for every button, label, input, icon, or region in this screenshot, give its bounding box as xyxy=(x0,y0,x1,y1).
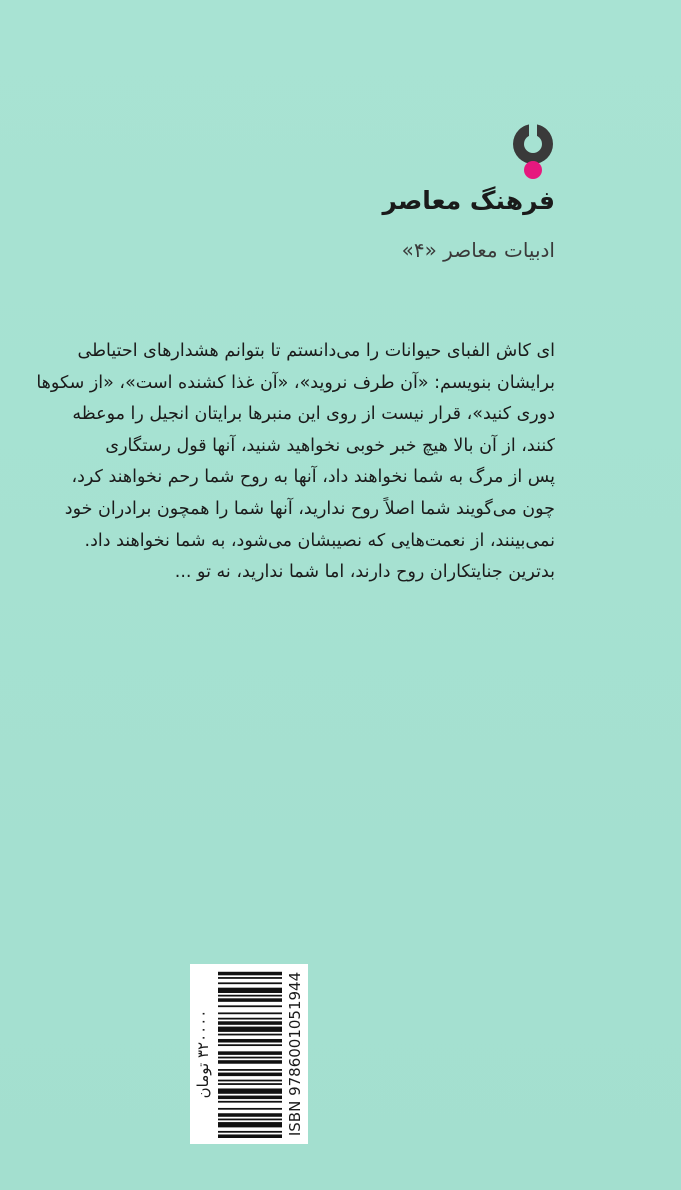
barcode-bar xyxy=(218,995,282,997)
barcode-bar xyxy=(218,1113,282,1117)
barcode-bar xyxy=(218,1083,282,1085)
barcode-bar xyxy=(218,1039,282,1043)
barcode-bar xyxy=(218,1131,282,1133)
barcode-block xyxy=(190,964,308,1144)
blurb-line: کنند، از آن بالا هیچ خبر خوبی نخواهید شنید، آنها قول رستگاری xyxy=(105,435,555,456)
barcode-bar xyxy=(218,1122,282,1127)
barcode-icon xyxy=(218,968,282,1140)
barcode-bar xyxy=(218,1073,282,1077)
barcode-bar xyxy=(218,972,282,976)
barcode-bar xyxy=(218,1119,282,1121)
barcode-bar xyxy=(218,1096,282,1100)
blurb-line: پس از مرگ به شما نخواهند داد، آنها به روح شما رحم نخواهند کرد، xyxy=(71,467,555,488)
barcode-bar xyxy=(218,1021,282,1025)
barcode-bar xyxy=(218,1027,282,1032)
logo-notch xyxy=(529,122,537,138)
barcode-bar xyxy=(218,1069,282,1071)
barcode-bar xyxy=(218,1044,282,1046)
price-label: ۳۲۰۰۰۰ تومان xyxy=(190,964,216,1144)
blurb-line: دوری کنید»، قرار نیست از روی این منبرها برایتان انجیل را موعظه xyxy=(72,404,555,425)
barcode-bar xyxy=(218,1018,282,1020)
barcode-bar xyxy=(218,1108,282,1110)
barcode-bar xyxy=(218,1034,282,1036)
barcode-bar xyxy=(218,1051,282,1055)
barcode-bar xyxy=(218,1060,282,1064)
blurb-line: نمی‌بینند، از نعمت‌هایی که نصیبشان می‌شود، به شما نخواهند داد. xyxy=(84,530,555,551)
barcode-bar xyxy=(218,1134,282,1138)
barcode-bar xyxy=(218,1080,282,1082)
blurb-line: برایشان بنویسم: «آن طرف نروید»، «آن غذا کشنده است»، «از سکوها xyxy=(36,372,555,393)
publisher-name: فرهنگ معاصر xyxy=(382,186,555,215)
barcode-bar xyxy=(218,1057,282,1059)
barcode-bar xyxy=(218,1101,282,1103)
series-label: ادبیات معاصر «۴» xyxy=(401,238,555,262)
barcode-bar xyxy=(218,977,282,979)
publisher-logo-icon xyxy=(505,120,561,192)
blurb-text xyxy=(36,336,555,589)
blurb-line: ای کاش الفبای حیوانات را می‌دانستم تا بتوانم هشدارهای احتیاطی xyxy=(77,341,555,361)
blurb-line: چون می‌گویند شما اصلاً روح ندارید، آنها شما را همچون برادران خود xyxy=(64,498,555,519)
barcode-bar xyxy=(218,1088,282,1093)
logo-accent-dot xyxy=(524,161,542,179)
barcode-bar xyxy=(218,988,282,993)
barcode-bar xyxy=(218,1005,282,1007)
barcode-label xyxy=(190,964,308,1144)
barcode-bar xyxy=(218,982,282,984)
barcode-bar xyxy=(218,1012,282,1014)
blurb-line: بدترین جنایتکاران روح دارند، اما شما ندارید، نه تو ... xyxy=(174,562,555,583)
barcode-bar xyxy=(218,998,282,1002)
isbn-number: ISBN 9786001051944 xyxy=(286,971,304,1137)
